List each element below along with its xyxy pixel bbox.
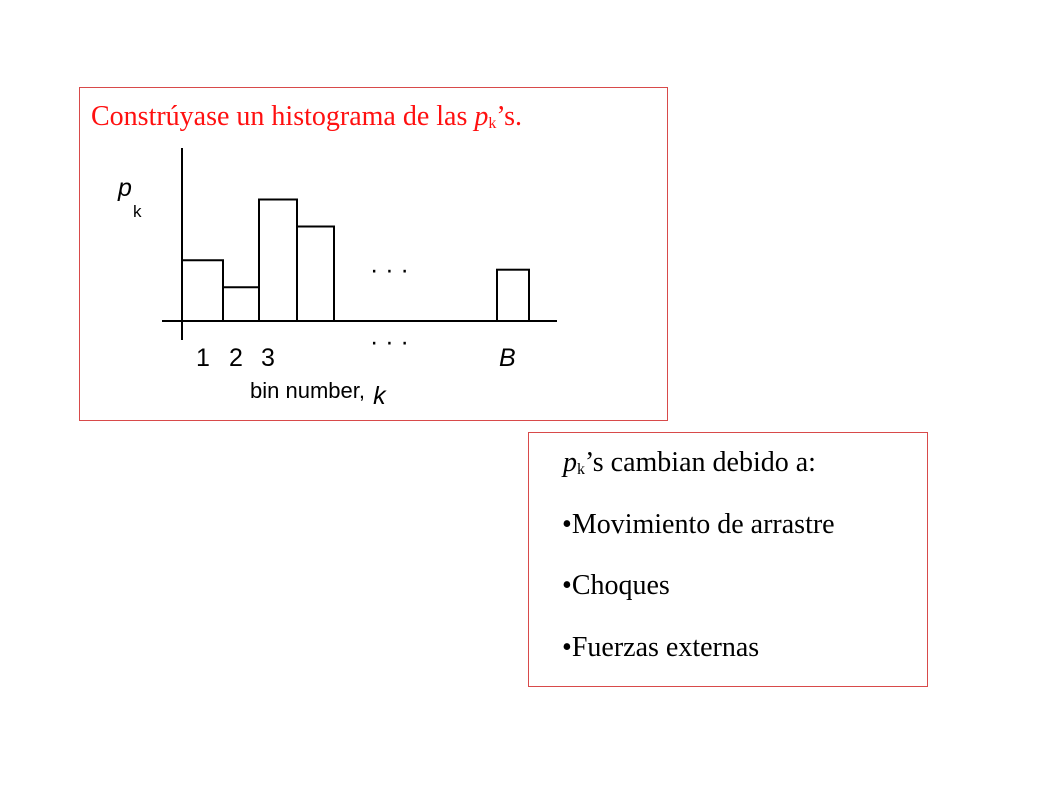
cause-item-collisions: [562, 569, 670, 603]
heading-sub: k: [577, 461, 585, 478]
bin-label-3: 3: [261, 344, 275, 372]
histogram-bar-2: [223, 287, 259, 321]
histogram-bar-1: [182, 260, 223, 321]
histogram-bars: [182, 200, 529, 322]
title-suffix: ’s.: [496, 101, 523, 132]
cause-item-drift: [562, 508, 835, 542]
bullet: •: [562, 570, 572, 601]
histogram-bar-3: [259, 200, 297, 322]
x-axis-label-text: bin number,: [250, 378, 372, 403]
causes-panel: [528, 432, 928, 687]
cause-item-text: Choques: [571, 570, 670, 601]
causes-heading: [563, 446, 816, 480]
bin-label-2: 2: [229, 344, 243, 372]
title-sub: k: [488, 115, 497, 132]
heading-var: p: [563, 447, 577, 478]
histogram-bar-4: [297, 227, 334, 322]
x-axis-label: [250, 378, 387, 410]
ellipsis-top: · · ·: [370, 256, 409, 284]
y-axis-label-sub: k: [133, 202, 142, 221]
histogram-panel: [79, 87, 668, 421]
y-axis-label: p: [118, 174, 132, 202]
bin-label-1: 1: [196, 344, 210, 372]
ellipsis-bottom: · · ·: [370, 328, 409, 356]
heading-text: ’s cambian debido a:: [585, 447, 816, 478]
bullet: •: [562, 632, 572, 663]
x-axis-label-var: k: [373, 382, 386, 410]
title-var: p: [474, 101, 489, 132]
cause-item-text: Movimiento de arrastre: [571, 509, 835, 540]
histogram-diagram: [80, 88, 669, 422]
cause-item-external-forces: [562, 631, 759, 665]
bullet: •: [562, 509, 572, 540]
title-text: Constrúyase un histograma de las: [91, 101, 475, 132]
histogram-bar-B: [497, 270, 529, 321]
bin-label-last: B: [499, 344, 516, 372]
cause-item-text: Fuerzas externas: [571, 632, 760, 663]
